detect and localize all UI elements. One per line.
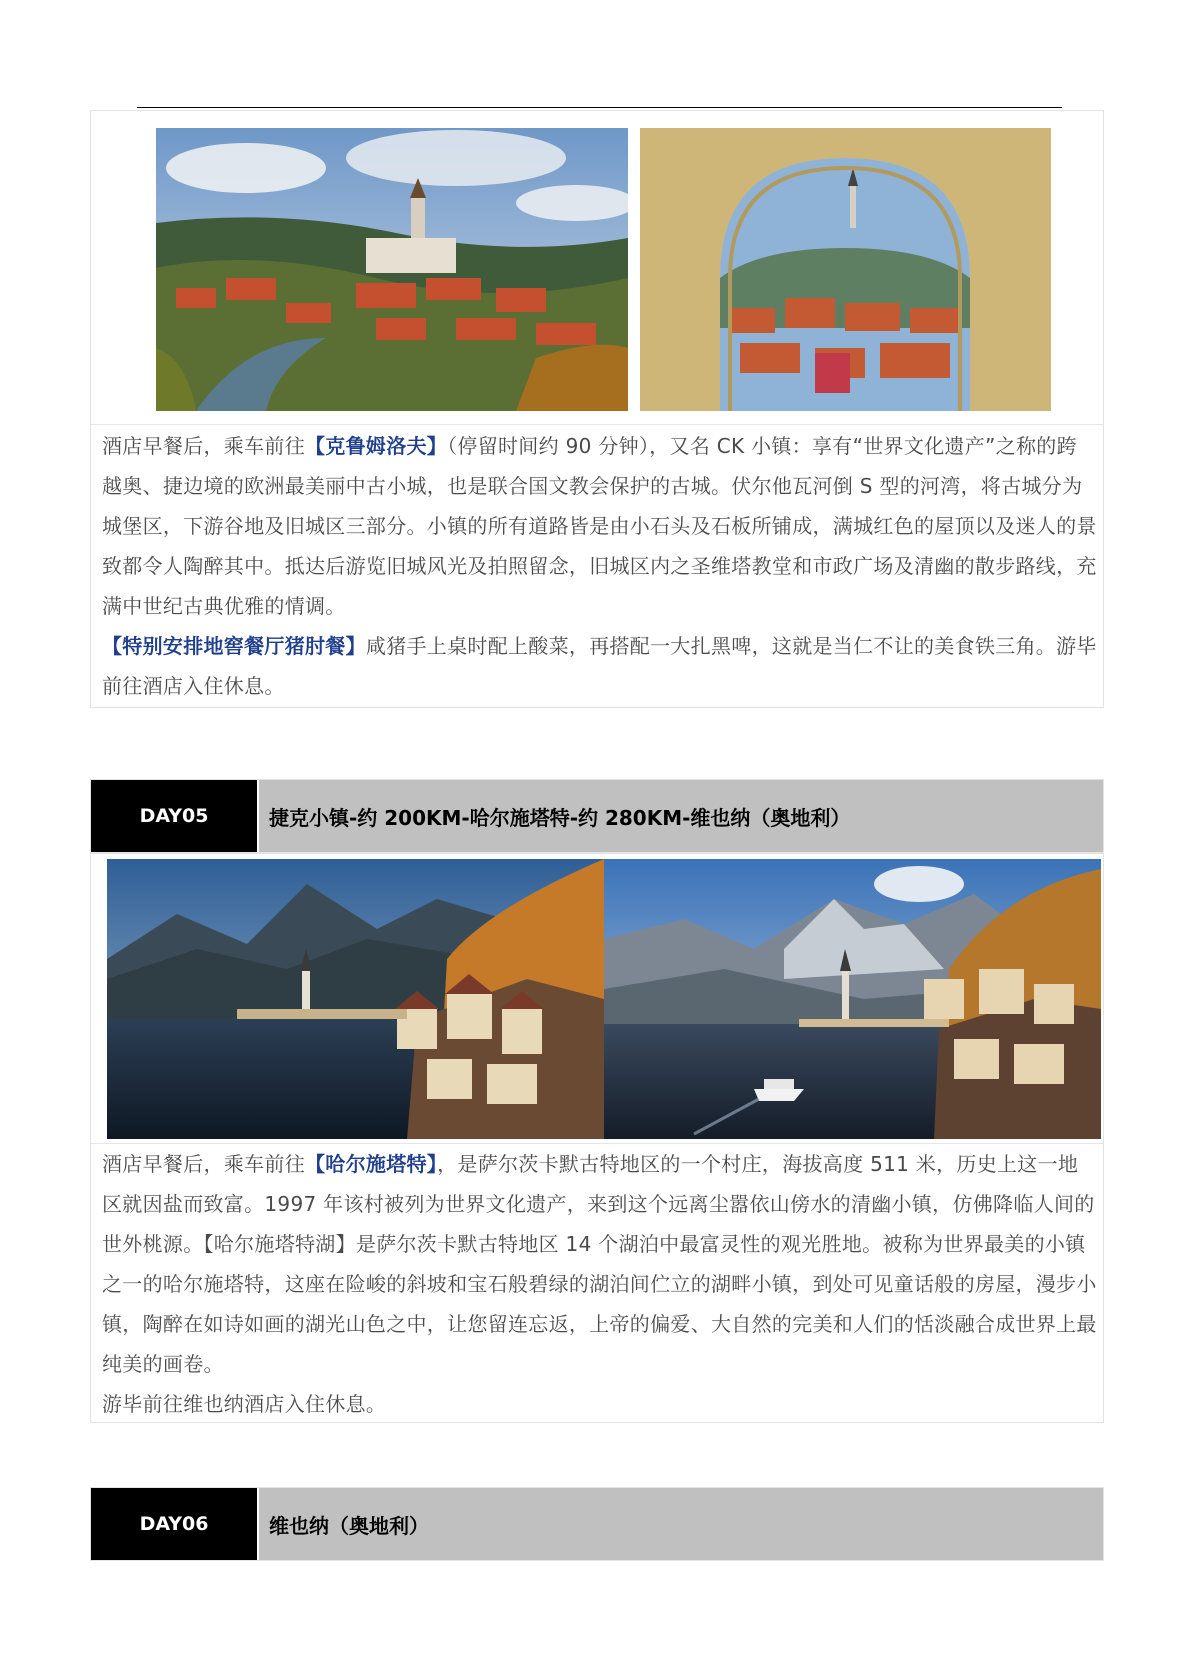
text-run: 酒店早餐后，乘车前往 — [102, 434, 305, 458]
header-rule — [137, 107, 1062, 108]
day05-section — [90, 853, 1104, 1423]
cesky-krumlov-description — [102, 426, 1097, 706]
highlight-hallstatt: 【哈尔施塔特】 — [305, 1152, 438, 1176]
cesky-krumlov-panorama-photo — [156, 128, 628, 411]
paragraph — [102, 1144, 1097, 1384]
day05-title: 捷克小镇-约 200KM-哈尔施塔特-约 280KM-维也纳（奥地利） — [259, 780, 1103, 852]
text-run: ，是萨尔茨卡默古特地区的一个村庄，海拔高度 511 米，历史上这一地区就因盐而致富。1997 年该村被列为世界文化遗产，来到这个远离尘嚣依山傍水的清幽小镇，仿佛降临人间的世外桃源。【哈尔施塔特湖】是萨尔茨卡默古特地区 14 个湖泊中最富灵性的观光胜地。被称为世界最美的小镇之一的哈尔施塔特，这座在险峻的斜坡和宝石般碧绿的湖泊间伫立的湖畔小镇，到处可见童话般的房屋，漫步小镇，陶醉在如诗如画的湖光山色之中，让您留连忘返，上帝的偏爱、大自然的完美和人们的恬淡融合成世界上最纯美的画卷。 — [102, 1152, 1097, 1376]
text-run: （停留时间约 90 分钟），又名 CK 小镇：享有“世界文化遗产”之称的跨越奥、捷边境的欧洲最美丽中古小城，也是联合国文教会保护的古城。伏尔他瓦河倒 S 型的河湾，将古城分为城堡区，下游谷地及旧城区三部分。小镇的所有道路皆是由小石头及石板所铺成，满城红色的屋顶以及迷人的景致都令人陶醉其中。抵达后游览旧城风光及拍照留念，旧城区内之圣维塔教堂和市政广场及清幽的散步路线，充满中世纪古典优雅的情调。 — [102, 434, 1097, 618]
paragraph — [102, 626, 1097, 706]
text-run: 咸猪手上桌时配上酸菜，再搭配一大扎黑啤，这就是当仁不让的美食铁三角。游毕前往酒店入住休息。 — [102, 634, 1097, 698]
highlight-pork-knuckle-meal: 【特别安排地窖餐厅猪肘餐】 — [102, 634, 366, 658]
day05-header — [90, 779, 1104, 853]
cesky-krumlov-section — [90, 110, 1104, 708]
cesky-krumlov-arch-view-photo — [640, 128, 1051, 411]
day06-label: DAY06 — [91, 1488, 257, 1560]
highlight-cesky-krumlov: 【克鲁姆洛夫】 — [305, 434, 448, 458]
text-run: 酒店早餐后，乘车前往 — [102, 1152, 305, 1176]
day06-title: 维也纳（奥地利） — [259, 1488, 1103, 1560]
paragraph — [102, 426, 1097, 626]
paragraph: 游毕前往维也纳酒店入住休息。 — [102, 1392, 387, 1416]
day05-label: DAY05 — [91, 780, 257, 852]
hallstatt-lake-photo — [107, 859, 604, 1139]
hallstatt-boat-photo — [604, 859, 1101, 1139]
day06-header — [90, 1487, 1104, 1561]
hallstatt-description — [102, 1144, 1097, 1424]
image-text-divider — [91, 424, 1103, 425]
